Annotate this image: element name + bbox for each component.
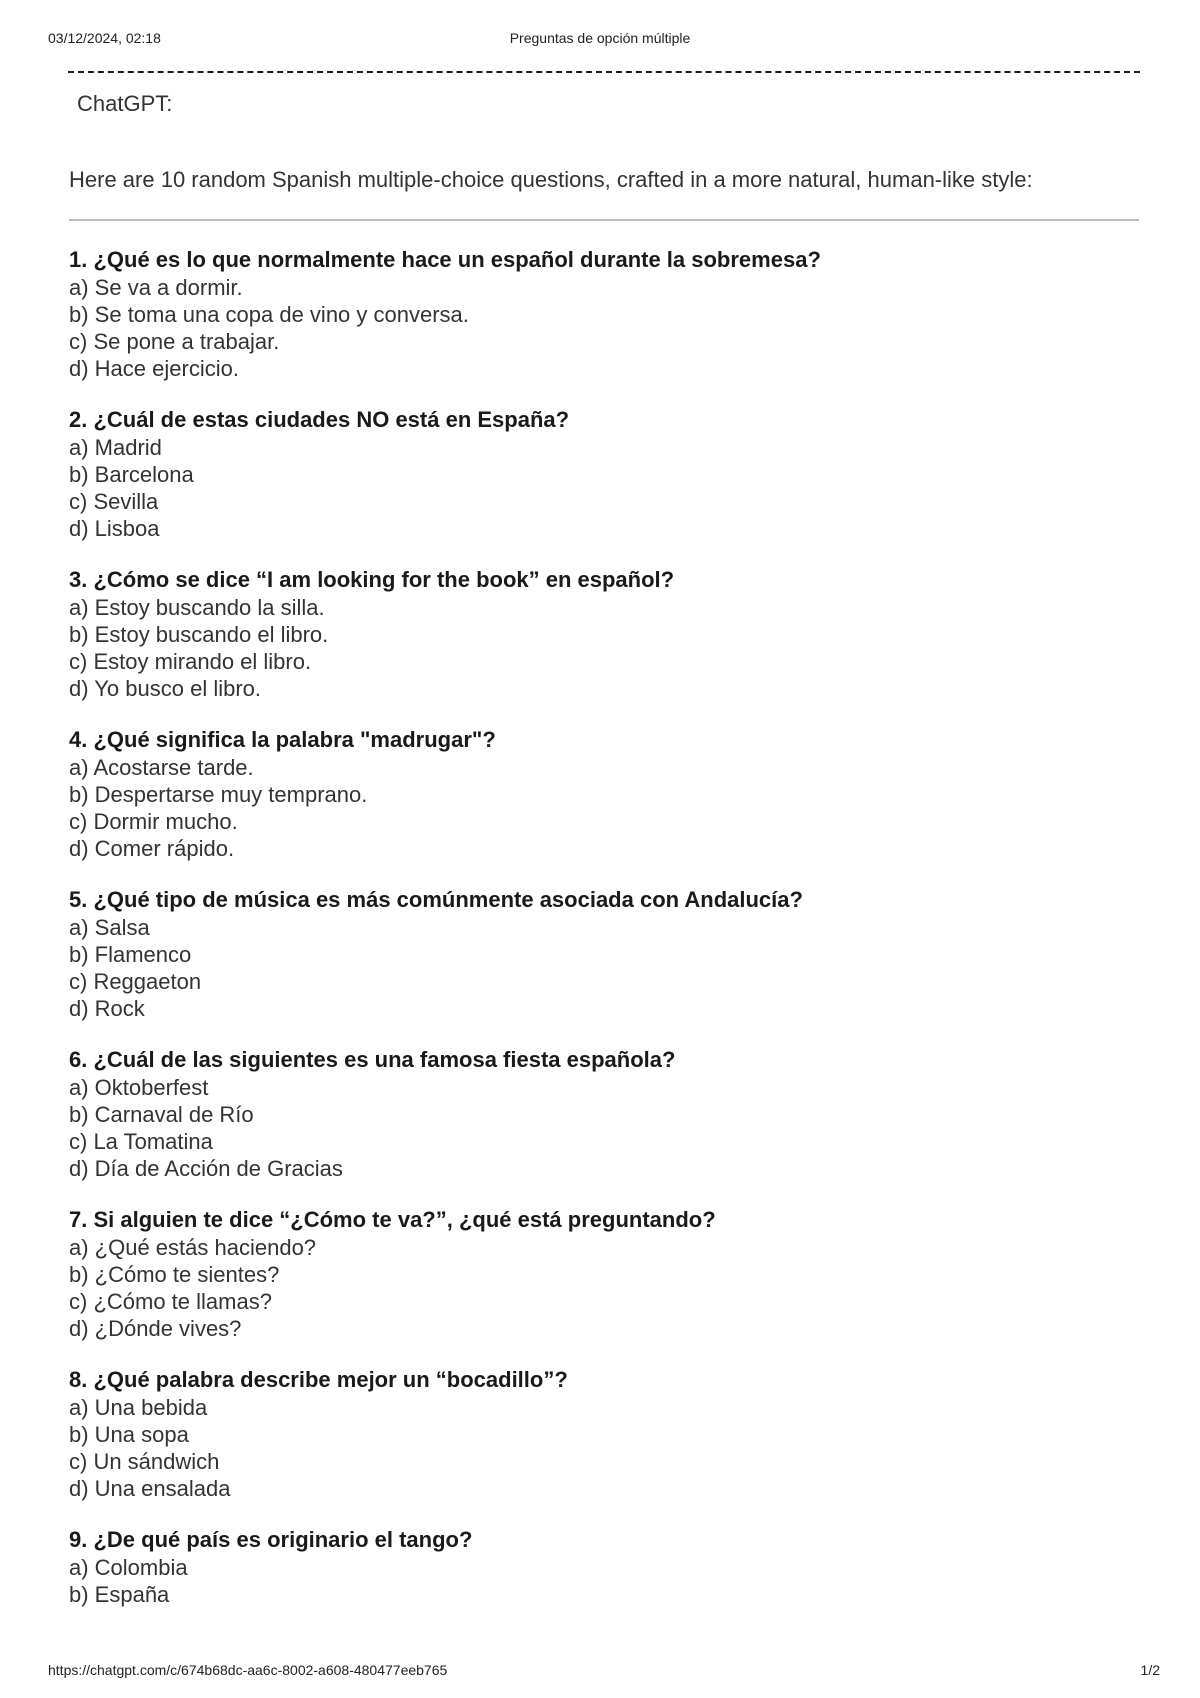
answer-option: a) Se va a dormir. <box>69 275 243 300</box>
answer-option: b) Flamenco <box>69 942 192 967</box>
answer-option: c) Reggaeton <box>69 969 202 994</box>
answer-option: d) Una ensalada <box>69 1476 231 1501</box>
answer-option: c) Se pone a trabajar. <box>69 329 280 354</box>
question-title: 1. ¿Qué es lo que normalmente hace un español durante la sobremesa? <box>69 247 821 272</box>
print-header-datetime: 03/12/2024, 02:18 <box>48 30 161 46</box>
question-title: 9. ¿De qué país es originario el tango? <box>69 1527 473 1552</box>
answer-option: a) Salsa <box>69 915 150 940</box>
answer-option: c) La Tomatina <box>69 1129 213 1154</box>
question-title: 6. ¿Cuál de las siguientes es una famosa fiesta española? <box>69 1047 676 1072</box>
answer-option: b) Carnaval de Río <box>69 1102 254 1127</box>
answer-option: c) Un sándwich <box>69 1449 220 1474</box>
answer-option: a) Colombia <box>69 1555 188 1580</box>
question-item <box>69 1206 1149 1342</box>
horizontal-divider <box>69 219 1139 221</box>
answer-option: a) Oktoberfest <box>69 1075 209 1100</box>
question-title: 8. ¿Qué palabra describe mejor un “bocadillo”? <box>69 1367 568 1392</box>
answer-option: a) Una bebida <box>69 1395 208 1420</box>
answer-option: c) Estoy mirando el libro. <box>69 649 312 674</box>
answer-option: c) Dormir mucho. <box>69 809 238 834</box>
answer-option: b) Despertarse muy temprano. <box>69 782 368 807</box>
answer-option: d) Yo busco el libro. <box>69 676 262 701</box>
question-item <box>69 726 1149 862</box>
answer-option: b) Se toma una copa de vino y conversa. <box>69 302 469 327</box>
answer-option: d) Lisboa <box>69 516 160 541</box>
answer-option: b) Una sopa <box>69 1422 189 1447</box>
speaker-label: ChatGPT: <box>77 91 173 116</box>
answer-option: a) ¿Qué estás haciendo? <box>69 1235 317 1260</box>
answer-option: b) España <box>69 1582 170 1607</box>
question-item <box>69 246 1149 382</box>
question-item <box>69 566 1149 702</box>
answer-option: a) Acostarse tarde. <box>69 755 254 780</box>
print-footer-page-number: 1/2 <box>1140 1662 1160 1678</box>
answer-option: d) ¿Dónde vives? <box>69 1316 242 1341</box>
answer-option: b) Barcelona <box>69 462 194 487</box>
question-item <box>69 1366 1149 1502</box>
question-title: 4. ¿Qué significa la palabra "madrugar"? <box>69 727 496 752</box>
answer-option: b) ¿Cómo te sientes? <box>69 1262 280 1287</box>
answer-option: d) Rock <box>69 996 145 1021</box>
answer-option: c) Sevilla <box>69 489 159 514</box>
question-item <box>69 1046 1149 1182</box>
answer-option: d) Hace ejercicio. <box>69 356 239 381</box>
question-item <box>69 406 1149 542</box>
print-footer-url: https://chatgpt.com/c/674b68dc-aa6c-8002-a608-480477eeb765 <box>48 1662 448 1678</box>
question-item <box>69 886 1149 1022</box>
answer-option: b) Estoy buscando el libro. <box>69 622 329 647</box>
intro-text: Here are 10 random Spanish multiple-choice questions, crafted in a more natural, human-like style: <box>69 167 1033 192</box>
answer-option: a) Madrid <box>69 435 162 460</box>
answer-option: c) ¿Cómo te llamas? <box>69 1289 272 1314</box>
question-title: 2. ¿Cuál de estas ciudades NO está en España? <box>69 407 570 432</box>
question-title: 5. ¿Qué tipo de música es más comúnmente asociada con Andalucía? <box>69 887 803 912</box>
question-title: 3. ¿Cómo se dice “I am looking for the book” en español? <box>69 567 675 592</box>
question-title: 7. Si alguien te dice “¿Cómo te va?”, ¿qué está preguntando? <box>69 1207 716 1232</box>
answer-option: d) Comer rápido. <box>69 836 235 861</box>
answer-option: d) Día de Acción de Gracias <box>69 1156 343 1181</box>
print-header-title: Preguntas de opción múltiple <box>509 30 691 46</box>
question-item <box>69 1526 1149 1608</box>
dashed-divider <box>68 71 1140 73</box>
answer-option: a) Estoy buscando la silla. <box>69 595 325 620</box>
question-list <box>69 246 1149 1632</box>
